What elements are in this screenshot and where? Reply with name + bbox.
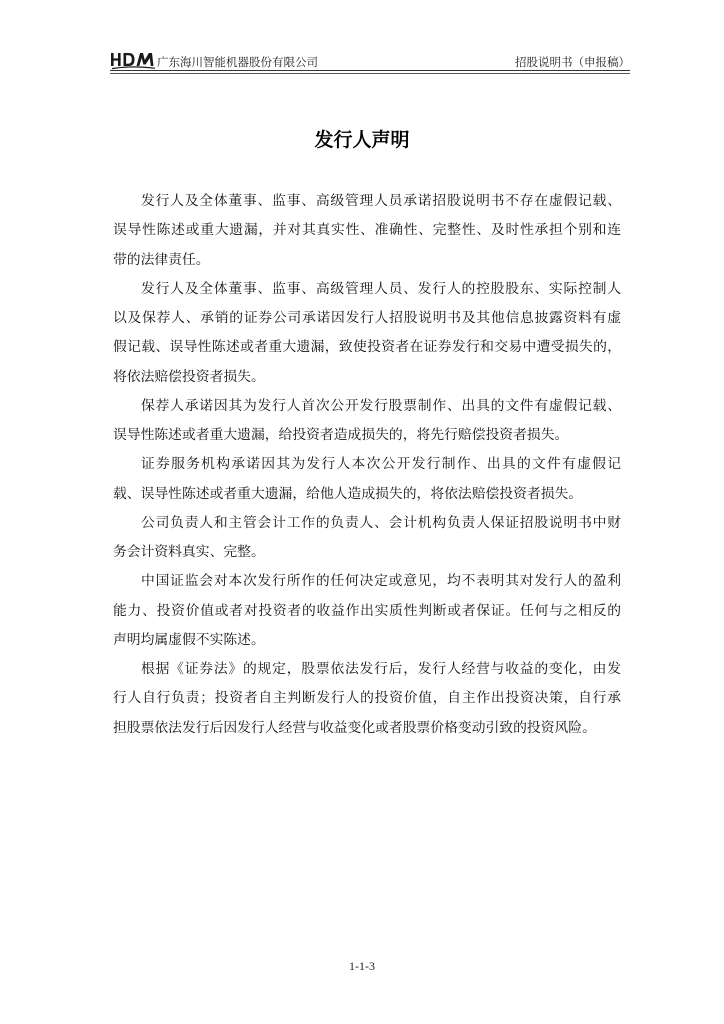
text-line: 带的法律责任。 (113, 251, 210, 268)
paragraph (113, 392, 621, 451)
text-line: 假记载、误导性陈述或者重大遗漏，致使投资者在证券发行和交易中遭受损失的， (113, 339, 621, 356)
text-line: 中国证监会对本次发行所作的任何决定或意见，均不表明其对发行人的盈利 (141, 573, 621, 590)
header-rule (110, 70, 630, 71)
text-line: 务会计资料真实、完整。 (113, 544, 265, 560)
text-line: 发行人及全体董事、监事、高级管理人员承诺招股说明书不存在虚假记载、 (141, 193, 621, 209)
document-type: 招股说明书（申报稿） (515, 55, 630, 69)
text-line: 行人自行负责；投资者自主判断发行人的投资价值，自主作出投资决策，自行承 (113, 690, 621, 707)
paragraph (113, 275, 621, 392)
text-line: 误导性陈述或重大遗漏，并对其真实性、准确性、完整性、及时性承担个别和连 (113, 222, 621, 239)
text-line: 根据《证券法》的规定，股票依法发行后，发行人经营与收益的变化，由发 (141, 661, 621, 677)
company-logo (110, 50, 156, 70)
paragraph (113, 567, 621, 655)
text-line: 保荐人承诺因其为发行人首次公开发行股票制作、出具的文件有虚假记载、 (141, 397, 621, 414)
header-rule-thin (110, 73, 630, 74)
page-header (110, 50, 630, 76)
page-title: 发行人声明 (314, 129, 410, 151)
text-line: 能力、投资价值或者对投资者的收益作出实质性判断或者保证。任何与之相反的 (113, 602, 621, 619)
text-line: 载、误导性陈述或者重大遗漏，给他人造成损失的，将依法赔偿投资者损失。 (113, 485, 583, 502)
paragraph (113, 450, 621, 509)
company-name: 广东海川智能机器股份有限公司 (157, 55, 318, 69)
text-line: 担股票依法发行后因发行人经营与收益变化或者股票价格变动引致的投资风险。 (113, 719, 596, 736)
text-line: 将依法赔偿投资者损失。 (113, 368, 265, 385)
text-line: 证券服务机构承诺因其为发行人本次公开发行制作、出具的文件有虚假记 (141, 456, 621, 473)
page-number: 1-1-3 (349, 959, 375, 973)
paragraph (113, 187, 621, 275)
text-line: 声明均属虚假不实陈述。 (113, 631, 265, 648)
paragraph (113, 509, 621, 568)
statement-body (113, 187, 621, 743)
text-line: 以及保荐人、承销的证券公司承诺因发行人招股说明书及其他信息披露资料有虚 (113, 310, 621, 326)
text-line: 公司负责人和主管会计工作的负责人、会计机构负责人保证招股说明书中财 (141, 514, 621, 531)
paragraph (113, 655, 621, 743)
text-line: 发行人及全体董事、监事、高级管理人员、发行人的控股股东、实际控制人 (141, 280, 621, 297)
text-line: 误导性陈述或者重大遗漏，给投资者造成损失的，将先行赔偿投资者损失。 (113, 427, 569, 443)
